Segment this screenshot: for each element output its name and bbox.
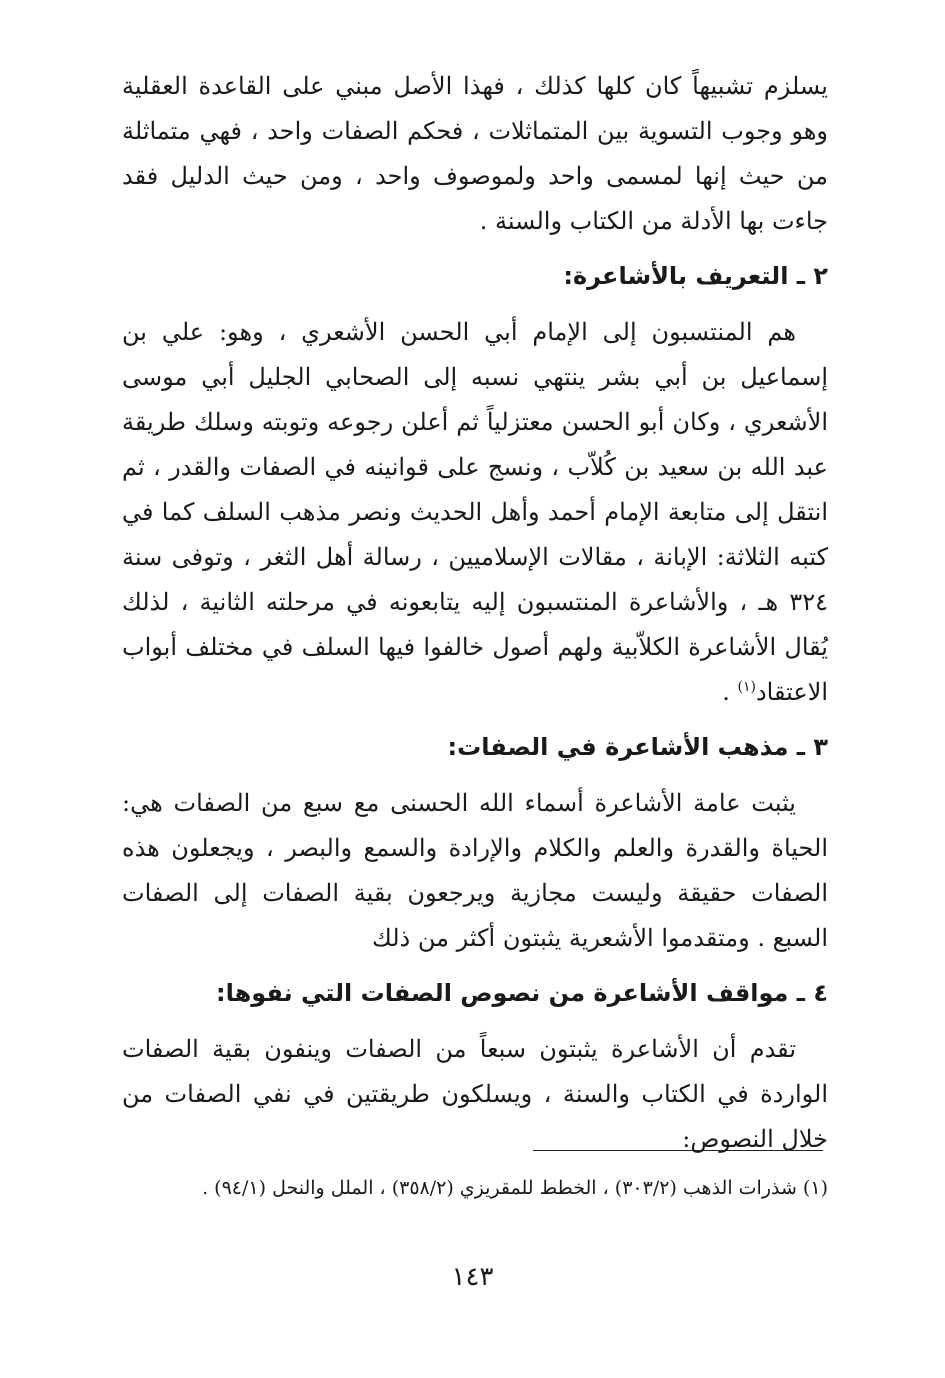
footnote-text: (١) شذرات الذهب (٣٠٣/٢) ، الخطط للمقريزي (٣٥٨/٢) ، الملل والنحل (٩٤/١) . — [202, 1177, 828, 1199]
paragraph-end-mark: . — [722, 678, 738, 706]
paragraph-intro: يسلزم تشبيهاً كان كلها كذلك ، فهذا الأصل مبني على القاعدة العقلية وهو وجوب التسوية بين المتماثلات ، فحكم الصفات واحد ، فهي متماثلة من حيث إنها لمسمى واحد ولموصوف واحد ، ومن حيث الدليل فقد جاءت بها الأدلة من الكتاب والسنة . — [122, 72, 828, 235]
footnote-marker[interactable]: (١) — [737, 679, 756, 695]
section-heading-ashaira-sifat: ٣ ـ مذهب الأشاعرة في الصفات: — [447, 733, 828, 761]
page-body — [122, 64, 828, 1162]
section-heading-ashaira-positions: ٤ ـ مواقف الأشاعرة من نصوص الصفات التي نفوها: — [216, 979, 828, 1007]
footnote-divider — [533, 1150, 823, 1151]
paragraph-ashaira-positions: تقدم أن الأشاعرة يثبتون سبعاً من الصفات وينفون بقية الصفات الواردة في الكتاب والسنة ، ويسلكون طريقتين في نفي الصفات من خلال النصوص: — [122, 1035, 828, 1153]
section-heading-ashaira-definition: ٢ ـ التعريف بالأشاعرة: — [563, 262, 828, 290]
page-number: ١٤٣ — [451, 1262, 494, 1292]
paragraph-ashaira-definition — [122, 310, 828, 715]
paragraph-ashaira-sifat: يثبت عامة الأشاعرة أسماء الله الحسنى مع سبع من الصفات هي: الحياة والقدرة والعلم والكلام والإرادة والسمع والبصر ، ويجعلون هذه الصفات حقيقة وليست مجازية ويرجعون بقية الصفات إلى الصفات السبع . ومتقدموا الأشعرية يثبتون أكثر من ذلك — [122, 789, 828, 952]
paragraph-ashaira-definition-text: هم المنتسبون إلى الإمام أبي الحسن الأشعري ، وهو: علي بن إسماعيل بن أبي بشر ينتهي نسبه إلى الصحابي الجليل أبي موسى الأشعري ، وكان أبو الحسن معتزلياً ثم أعلن رجوعه وتوبته وسلك طريقة عبد الله بن سعيد بن كُلاّب ، ونسج على قوانينه في الصفات والقدر ، ثم انتقل إلى متابعة الإمام أحمد وأهل الحديث ونصر مذهب السلف كما في كتبه الثلاثة: الإبانة ، مقالات الإسلاميين ، رسالة أهل الثغر ، وتوفى سنة ٣٢٤ هـ ، والأشاعرة المنتسبون إليه يتابعونه في مرحلته الثانية ، لذلك يُقال الأشاعرة الكلاّبية ولهم أصول خالفوا فيها السلف في مختلف أبواب الاعتقاد — [122, 318, 828, 706]
